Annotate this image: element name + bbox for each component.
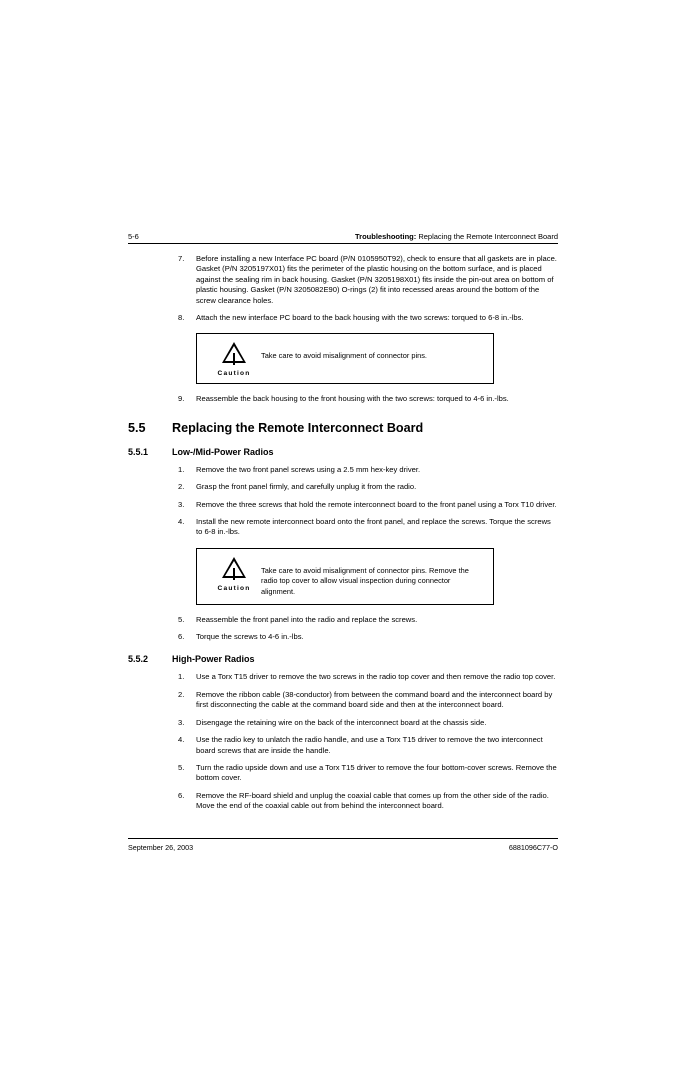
- list-item-text: Grasp the front panel firmly, and carefully unplug it from the radio.: [196, 482, 417, 492]
- list-item: [172, 791, 558, 812]
- header-page-number: 5-6: [128, 232, 139, 241]
- caution-box: [196, 548, 494, 605]
- list-item-number: 3.: [178, 717, 185, 727]
- exclamation-dot-icon: [233, 577, 235, 579]
- footer-date: September 26, 2003: [128, 843, 194, 852]
- list-item-text: Disengage the retaining wire on the back of the interconnect board at the chassis side.: [196, 717, 487, 727]
- highpower-steps-list: [172, 672, 558, 811]
- exclamation-bar-icon: [233, 568, 235, 576]
- list-item-text: Install the new remote interconnect board onto the front panel, and replace the screws. Torque the screws to 6-8 in.-lbs.: [196, 517, 551, 537]
- caution-text: Take care to avoid misalignment of connector pins.: [261, 351, 427, 361]
- list-item-number: 4.: [178, 735, 185, 745]
- list-item-text: Reassemble the back housing to the front housing with the two screws: torqued to 4-6 in.-lbs.: [196, 394, 509, 404]
- list-item-text: Remove the three screws that hold the remote interconnect board to the front panel using a Torx T10 driver.: [196, 499, 557, 509]
- list-item-number: 2.: [178, 689, 185, 699]
- list-item-number: 5.: [178, 614, 185, 624]
- footer-doc-id: 6881096C77-O: [508, 843, 558, 852]
- caution-label: Caution: [217, 584, 251, 592]
- warning-triangle-icon: [222, 342, 246, 363]
- list-item-text: Torque the screws to 4-6 in.-lbs.: [196, 632, 304, 642]
- lowmid-steps-list: [172, 465, 558, 538]
- post-caution-steps-list: [172, 394, 558, 404]
- list-item-number: 6.: [178, 632, 185, 642]
- list-item-text: Remove the two front panel screws using a 2.5 mm hex-key driver.: [196, 464, 421, 474]
- caution-text: Take care to avoid misalignment of connector pins. Remove the radio top cover to allow visual inspection during connector alignment.: [261, 565, 469, 597]
- list-item: [172, 313, 558, 323]
- list-item: [172, 500, 558, 510]
- header-chapter-bold: Troubleshooting:: [355, 232, 417, 241]
- list-item-text: Before installing a new Interface PC board (P/N 0105950T92), check to ensure that all gaskets are in place. Gasket (P/N 3205197X01) fits the perimeter of the plastic housing on the bottom surface, and is placed against the sealing rim in back housing. Gasket (P/N 3205198X01) fits inside the pin-out area on bottom of plastic housing. Gasket (P/N 3205082E90) O-rings (2) fit into recessed areas around the bottom of the screw clearance holes.: [196, 254, 557, 305]
- subsection-heading-2: [128, 654, 558, 664]
- section-heading: [128, 421, 558, 435]
- section-title: Replacing the Remote Interconnect Board: [172, 420, 424, 435]
- page-content: [128, 232, 558, 819]
- subsection-number: 5.5.1: [128, 446, 149, 457]
- list-item: [172, 632, 558, 642]
- list-item: [172, 763, 558, 784]
- list-item-text: Remove the RF-board shield and unplug the coaxial cable that comes up from the other side of the radio. Move the end of the coaxial cable out from behind the interconnect board.: [196, 790, 549, 811]
- page-footer: [128, 839, 558, 852]
- section-number: 5.5: [128, 420, 146, 435]
- list-item-text: Use the radio key to unlatch the radio handle, and use a Torx T15 driver to remove the two interconnect board screws that are inside the handle.: [196, 735, 543, 755]
- list-item-number: 1.: [178, 672, 185, 682]
- subsection-title: High-Power Radios: [172, 654, 255, 665]
- exclamation-bar-icon: [233, 353, 235, 361]
- caution-symbol-group: [207, 342, 261, 377]
- list-item-number: 6.: [178, 790, 185, 800]
- list-item-text: Remove the ribbon cable (38-conductor) from between the command board and the interconnect board by first disconnecting the cable at the command board side and then at the interconnect board.: [196, 689, 553, 710]
- list-item-number: 9.: [178, 394, 185, 404]
- header-rule: [128, 243, 558, 244]
- list-item-number: 3.: [178, 499, 185, 509]
- list-item-number: 4.: [178, 517, 185, 527]
- subsection-title: Low-/Mid-Power Radios: [172, 446, 274, 457]
- list-item: [172, 615, 558, 625]
- list-item-number: 5.: [178, 762, 185, 772]
- top-steps-list: [172, 254, 558, 323]
- warning-triangle-inner: [225, 346, 243, 361]
- list-item: [172, 735, 558, 756]
- list-item-text: Reassemble the front panel into the radio and replace the screws.: [196, 614, 418, 624]
- lowmid-steps-after-list: [172, 615, 558, 643]
- caution-symbol-group: [207, 557, 261, 592]
- caution-box: [196, 333, 494, 384]
- page-header: [128, 232, 558, 243]
- subsection-heading-1: [128, 447, 558, 457]
- list-item-text: Attach the new interface PC board to the back housing with the two screws: torqued to 6-8 in.-lbs.: [196, 313, 524, 323]
- list-item: [172, 482, 558, 492]
- list-item-number: 8.: [178, 313, 185, 323]
- header-chapter-title: [355, 232, 558, 241]
- list-item: [172, 517, 558, 538]
- header-chapter-rest: Replacing the Remote Interconnect Board: [416, 232, 558, 241]
- exclamation-dot-icon: [233, 363, 235, 365]
- subsection-number: 5.5.2: [128, 654, 149, 665]
- warning-triangle-icon: [222, 557, 246, 578]
- page-footer-wrap: [128, 838, 558, 852]
- list-item: [172, 394, 558, 404]
- list-item-number: 1.: [178, 464, 185, 474]
- list-item-number: 7.: [178, 254, 185, 263]
- list-item: [172, 718, 558, 728]
- list-item: [172, 672, 558, 682]
- warning-triangle-inner: [225, 561, 243, 576]
- list-item: [172, 690, 558, 711]
- list-item-number: 2.: [178, 482, 185, 492]
- caution-label: Caution: [217, 370, 251, 378]
- list-item-text: Use a Torx T15 driver to remove the two screws in the radio top cover and then remove the radio top cover.: [196, 672, 556, 682]
- list-item-text: Turn the radio upside down and use a Torx T15 driver to remove the four bottom-cover screws. Remove the bottom cover.: [196, 762, 557, 783]
- list-item: [172, 465, 558, 475]
- list-item: [172, 254, 558, 306]
